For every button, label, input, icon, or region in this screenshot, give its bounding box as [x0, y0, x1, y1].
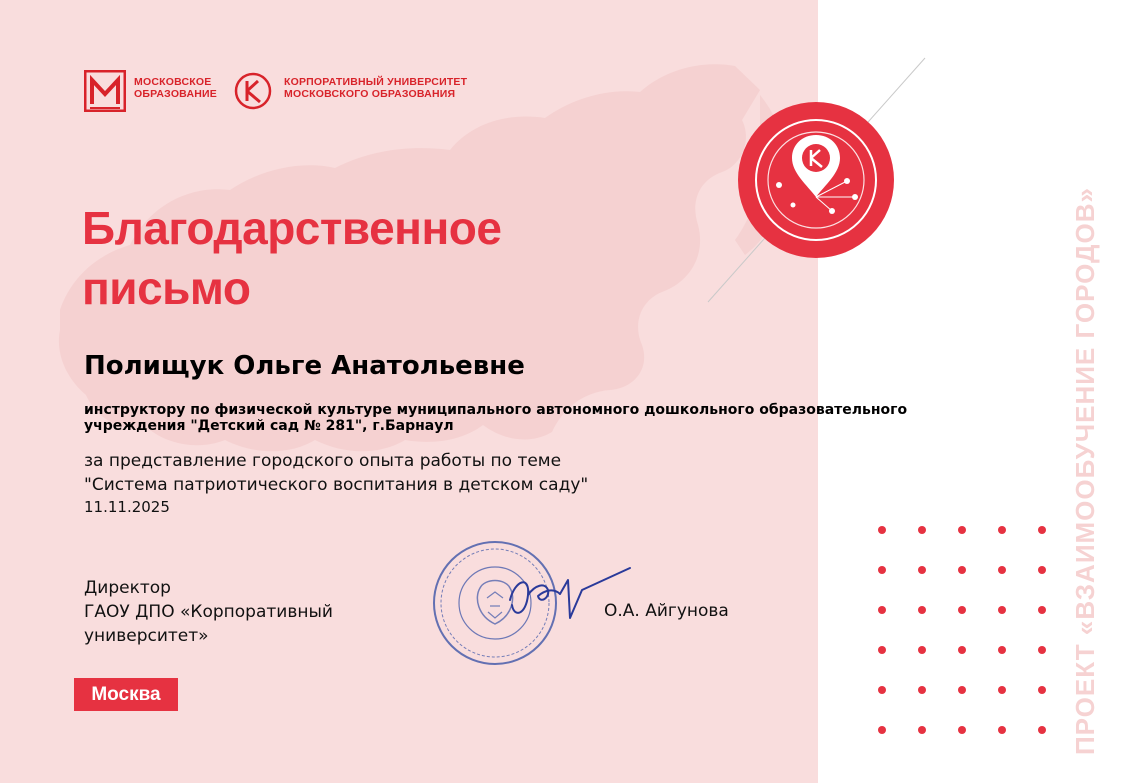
decorative-dot — [878, 646, 886, 654]
decorative-dot — [998, 606, 1006, 614]
issue-date: 11.11.2025 — [84, 498, 170, 516]
corporate-university-logo-icon — [234, 72, 272, 110]
moscow-education-logo-text: МОСКОВСКОЕ ОБРАЗОВАНИЕ — [134, 76, 217, 100]
position-line-2: учреждения "Детский сад № 281", г.Барнаул — [84, 418, 454, 434]
decorative-dot — [918, 566, 926, 574]
decorative-dot — [998, 726, 1006, 734]
title-line-2: письмо — [82, 262, 251, 314]
signatory-title-line-2: ГАОУ ДПО «Корпоративный — [84, 602, 333, 622]
decorative-dot — [958, 566, 966, 574]
side-caption: ПРОЕКТ «ВЗАИМООБУЧЕНИЕ ГОРОДОВ» — [1070, 187, 1100, 755]
decorative-dot — [918, 526, 926, 534]
signatory-name: О.А. Айгунова — [604, 601, 729, 621]
decorative-dot — [918, 606, 926, 614]
moscow-education-logo-icon — [84, 70, 126, 112]
position-line-1: инструктору по физической культуре муниципального автономного дошкольного образовательного — [84, 402, 908, 418]
decorative-dot — [958, 686, 966, 694]
decorative-dot — [958, 646, 966, 654]
corporate-university-line1: КОРПОРАТИВНЫЙ УНИВЕРСИТЕТ — [284, 76, 468, 88]
corporate-university-line2: МОСКОВСКОГО ОБРАЗОВАНИЯ — [284, 88, 456, 100]
decorative-dot — [1038, 526, 1046, 534]
decorative-dot — [878, 686, 886, 694]
recipient-position — [84, 402, 1044, 434]
decorative-dot — [878, 606, 886, 614]
award-reason — [84, 449, 784, 497]
decorative-dot — [958, 726, 966, 734]
signatory-title-line-3: университет» — [84, 626, 209, 646]
decorative-dot — [998, 526, 1006, 534]
decorative-dot — [1038, 566, 1046, 574]
recipient-name: Полищук Ольге Анатольевне — [84, 351, 525, 381]
document-title — [82, 198, 642, 318]
map-pin-network-icon — [737, 101, 895, 259]
decorative-dot — [998, 686, 1006, 694]
signatory-title-line-1: Директор — [84, 578, 171, 598]
reason-line-1: за представление городского опыта работы по теме — [84, 451, 562, 471]
decorative-dot — [1038, 646, 1046, 654]
reason-line-2: "Система патриотического воспитания в детском саду" — [84, 475, 589, 495]
decorative-dot — [1038, 606, 1046, 614]
decorative-dot — [878, 726, 886, 734]
decorative-dot — [878, 566, 886, 574]
title-line-1: Благодарственное — [82, 202, 502, 254]
decorative-dot — [958, 526, 966, 534]
signatory-title — [84, 576, 404, 648]
decorative-dot — [878, 526, 886, 534]
corporate-university-logo-text — [284, 76, 504, 100]
city-badge: Москва — [74, 678, 178, 711]
decorative-dot — [958, 606, 966, 614]
decorative-dot-grid — [872, 520, 1052, 740]
decorative-dot — [998, 646, 1006, 654]
decorative-dot — [998, 566, 1006, 574]
decorative-dot — [918, 726, 926, 734]
decorative-dot — [918, 646, 926, 654]
decorative-dot — [1038, 726, 1046, 734]
decorative-dot — [1038, 686, 1046, 694]
decorative-dot — [918, 686, 926, 694]
